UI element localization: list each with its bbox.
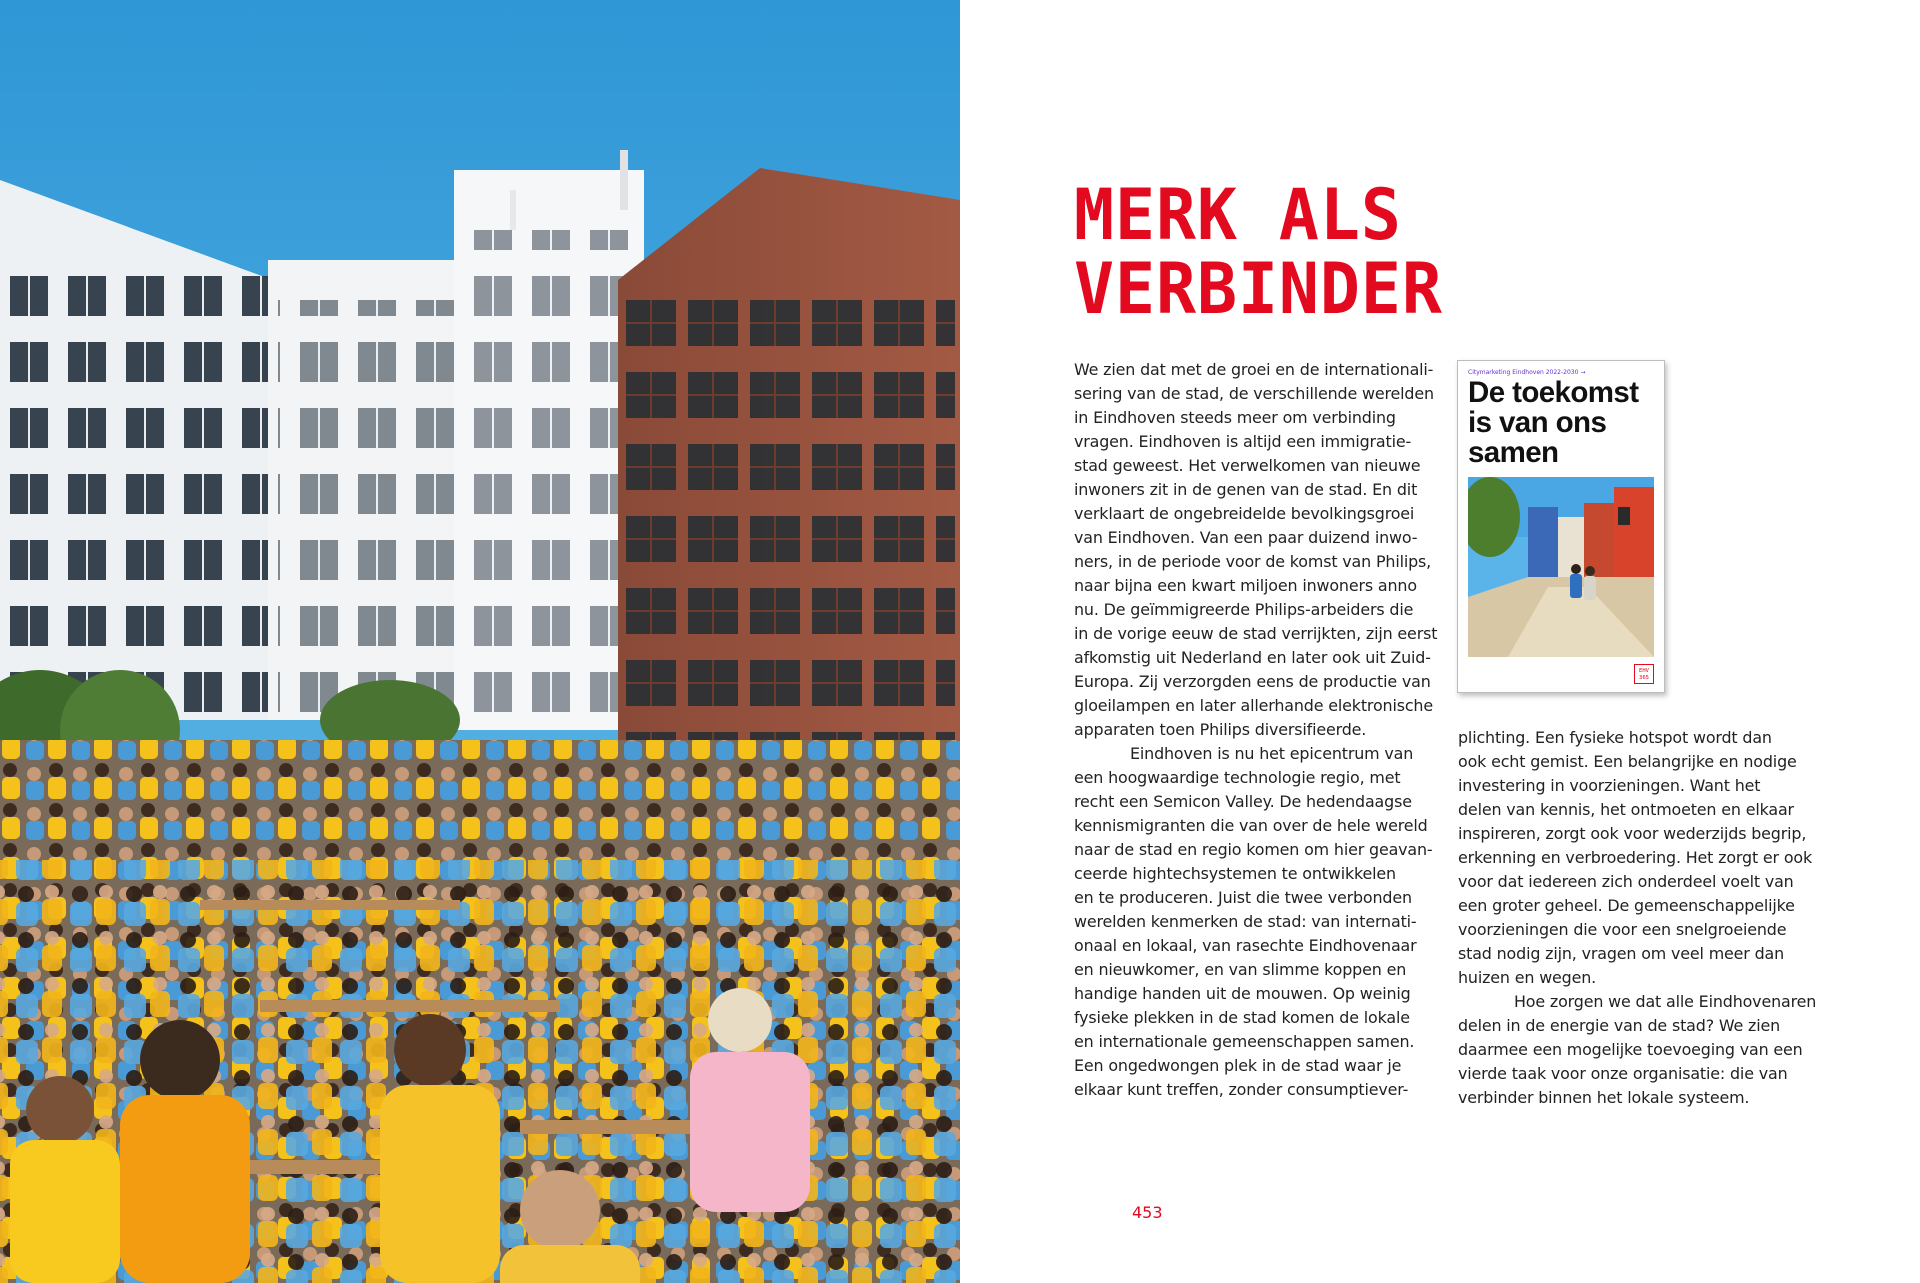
body-line: kennismigranten die van over de hele wereld	[1074, 816, 1428, 835]
logo-line: EHV	[1639, 668, 1649, 674]
body-line: afkomstig uit Nederland en later ook uit Zuid-	[1074, 648, 1431, 667]
body-line: nu. De geïmmigreerde Philips-arbeiders die	[1074, 600, 1414, 619]
body-line: apparaten toen Philips diversifieerde.	[1074, 720, 1367, 739]
body-line: Een ongedwongen plek in de stad waar je	[1074, 1056, 1402, 1075]
body-line: erkenning en verbroedering. Het zorgt er ook	[1458, 848, 1813, 867]
cover-title-line: De toekomst	[1468, 376, 1639, 409]
body-line: stad nodig zijn, vragen om veel meer dan	[1458, 944, 1785, 963]
body-line: Hoe zorgen we dat alle Eindhovenaren	[1514, 992, 1817, 1011]
article-page	[960, 0, 1920, 1283]
body-line: huizen en wegen.	[1458, 968, 1597, 987]
body-line: werelden kenmerken de stad: van internati-	[1074, 912, 1417, 931]
body-line: en internationale gemeenschappen samen.	[1074, 1032, 1415, 1051]
body-line: naar bijna een kwart miljoen inwoners anno	[1074, 576, 1417, 595]
body-line: een hoogwaardige technologie regio, met	[1074, 768, 1401, 787]
body-line: van Eindhoven. Van een paar duizend inwo-	[1074, 528, 1418, 547]
body-line: inspireren, zorgt ook voor wederzijds begrip,	[1458, 824, 1807, 843]
ehv365-logo	[1634, 664, 1654, 684]
body-line: ners, in de periode voor de komst van Philips,	[1074, 552, 1432, 571]
body-line: Eindhoven is nu het epicentrum van	[1130, 744, 1414, 763]
body-line: stad geweest. Het verwelkomen van nieuwe	[1074, 456, 1421, 475]
body-line: handige handen uit de mouwen. Op weinig	[1074, 984, 1411, 1003]
headline-line-1: MERK ALS	[1074, 174, 1402, 256]
body-line: voorzieningen die voor een snelgroeiende	[1458, 920, 1787, 939]
body-line: verbinder binnen het lokale systeem.	[1458, 1088, 1750, 1107]
body-line: inwoners zit in de genen van de stad. En dit	[1074, 480, 1418, 499]
page-number: 453	[1132, 1203, 1163, 1222]
body-line: Europa. Zij verzorgden eens de productie van	[1074, 672, 1431, 691]
body-line: plichting. Een fysieke hotspot wordt dan	[1458, 728, 1772, 747]
cover-kicker: Citymarketing Eindhoven 2022-2030 →	[1468, 369, 1586, 376]
body-line: onaal en lokaal, van rasechte Eindhovenaar	[1074, 936, 1417, 955]
body-line: ceerde hightechsystemen te ontwikkelen	[1074, 864, 1396, 883]
body-line: sering van de stad, de verschillende werelden	[1074, 384, 1434, 403]
body-column-right	[1458, 726, 1818, 1110]
body-line: delen in de energie van de stad? We zien	[1458, 1016, 1781, 1035]
body-line: vragen. Eindhoven is altijd een immigratie-	[1074, 432, 1412, 451]
body-line: investering in voorzieningen. Want het	[1458, 776, 1761, 795]
body-line: en te produceren. Juist die twee verbonden	[1074, 888, 1412, 907]
body-line: in de vorige eeuw de stad verrijkten, zijn eerst	[1074, 624, 1438, 643]
body-line: verklaart de ongebreidelde bevolkingsgroei	[1074, 504, 1415, 523]
body-line: We zien dat met de groei en de internationali-	[1074, 360, 1434, 379]
article-headline	[1074, 174, 1443, 330]
cover-photo	[1468, 477, 1654, 657]
body-line: ook echt gemist. Een belangrijke en nodige	[1458, 752, 1797, 771]
cover-title	[1468, 378, 1638, 468]
body-line: vierde taak voor onze organisatie: die van	[1458, 1064, 1788, 1083]
body-line: een groter geheel. De gemeenschappelijke	[1458, 896, 1795, 915]
logo-line: 365	[1639, 674, 1649, 681]
cover-title-line: is van ons	[1468, 406, 1607, 439]
body-line: recht een Semicon Valley. De hedendaagse	[1074, 792, 1412, 811]
headline-line-2: VERBINDER	[1074, 248, 1443, 330]
body-line: gloeilampen en later allerhande elektronische	[1074, 696, 1433, 715]
body-line: voor dat iedereen zich onderdeel voelt van	[1458, 872, 1794, 891]
body-line: daarmee een mogelijke toevoeging van een	[1458, 1040, 1803, 1059]
body-line: en nieuwkomer, en van slimme koppen en	[1074, 960, 1407, 979]
body-line: naar de stad en regio komen om hier geavan-	[1074, 840, 1433, 859]
body-line: fysieke plekken in de stad komen de lokale	[1074, 1008, 1410, 1027]
body-column-left	[1074, 358, 1438, 1102]
report-cover-thumbnail	[1457, 360, 1665, 693]
body-line: elkaar kunt treffen, zonder consumptiever-	[1074, 1080, 1409, 1099]
body-line: delen van kennis, het ontmoeten en elkaar	[1458, 800, 1794, 819]
body-line: in Eindhoven steeds meer om verbinding	[1074, 408, 1396, 427]
cover-title-line: samen	[1468, 436, 1559, 469]
